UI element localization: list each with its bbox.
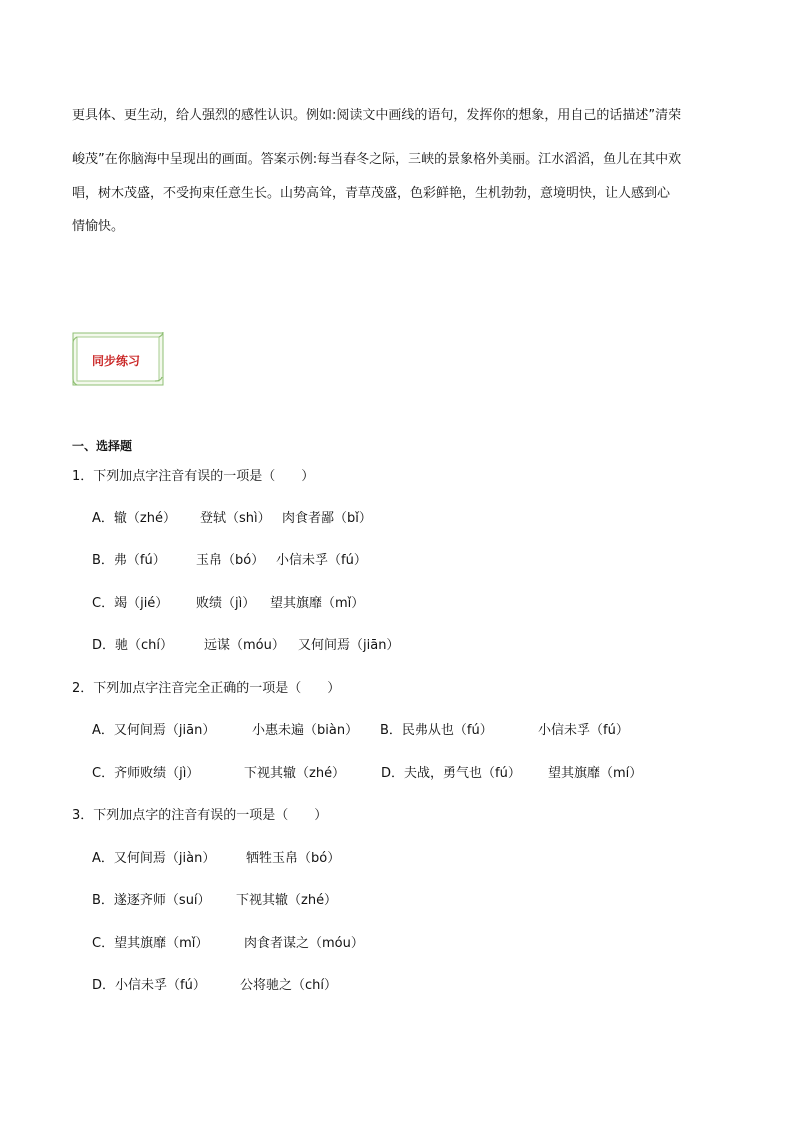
option-part: C．齐师败绩（jì）	[92, 766, 200, 781]
question-stem: 3．下列加点字的注音有误的一项是（ ）	[72, 808, 328, 823]
option-part: C．望其旗靡（mǐ）	[92, 936, 209, 951]
option-part: B．民弗从也（fú）	[380, 723, 493, 738]
option-part: 远谋（móu）	[204, 638, 285, 653]
option-row	[92, 511, 492, 527]
option-part: 肉食者鄙（bǐ）	[282, 511, 372, 526]
option-row	[92, 553, 492, 569]
option-part: A．又何间焉（jiān）	[92, 723, 216, 738]
option-part: 小惠未遍（biàn）	[252, 723, 359, 738]
option-part: D．小信未孚（fú）	[92, 978, 206, 993]
intro-line: 峻茂”在你脑海中呈现出的画面。答案示例:每当春冬之际，三峡的景象格外美丽。江水滔滔，鱼儿在其中欢	[72, 152, 682, 167]
option-part: A．辙（zhé）	[92, 511, 176, 526]
option-row	[92, 723, 732, 739]
option-part: 败绩（jì）	[196, 596, 256, 611]
intro-line: 更具体、更生动，给人强烈的感性认识。例如:阅读文中画线的语句，发挥你的想象，用自己的话描述”清荣	[72, 108, 682, 123]
option-part: 小信未孚（fú）	[538, 723, 629, 738]
option-part: B．弗（fú）	[92, 553, 166, 568]
practice-badge	[72, 331, 164, 387]
option-part: 公将驰之（chí）	[240, 978, 337, 993]
intro-line: 情愉快。	[72, 219, 125, 234]
option-part: 小信未孚（fú）	[276, 553, 367, 568]
option-part: C．竭（jié）	[92, 596, 169, 611]
option-part: A．又何间焉（jiàn）	[92, 851, 216, 866]
option-row	[92, 978, 492, 994]
option-part: B．遂逐齐师（suí）	[92, 893, 211, 908]
option-row	[92, 638, 492, 654]
option-part: 肉食者谋之（móu）	[244, 936, 364, 951]
option-part: 下视其辙（zhé）	[236, 893, 338, 908]
badge-label: 同步练习	[92, 354, 141, 368]
option-part: 牺牲玉帛（bó）	[246, 851, 341, 866]
option-part: D．夫战，勇气也（fú）	[381, 766, 521, 781]
option-row	[92, 936, 492, 952]
option-part: 望其旗靡（mí）	[548, 766, 643, 781]
option-part: 又何间焉（jiān）	[298, 638, 400, 653]
intro-line: 唱，树木茂盛，不受拘束任意生长。山势高耸，青草茂盛，色彩鲜艳，生机勃勃，意境明快，让人感到心	[72, 186, 671, 201]
option-part: 登轼（shì）	[200, 511, 271, 526]
question-stem: 2．下列加点字注音完全正确的一项是（ ）	[72, 681, 341, 696]
option-part: 望其旗靡（mǐ）	[270, 596, 365, 611]
option-part: 下视其辙（zhé）	[244, 766, 346, 781]
option-row	[92, 893, 492, 909]
option-row	[92, 596, 492, 612]
section-title: 一、选择题	[72, 439, 133, 453]
option-part: 玉帛（bó）	[196, 553, 265, 568]
question-stem: 1．下列加点字注音有误的一项是（ ）	[72, 469, 315, 484]
option-row	[92, 851, 492, 867]
option-row	[92, 766, 732, 782]
option-part: D．驰（chí）	[92, 638, 174, 653]
